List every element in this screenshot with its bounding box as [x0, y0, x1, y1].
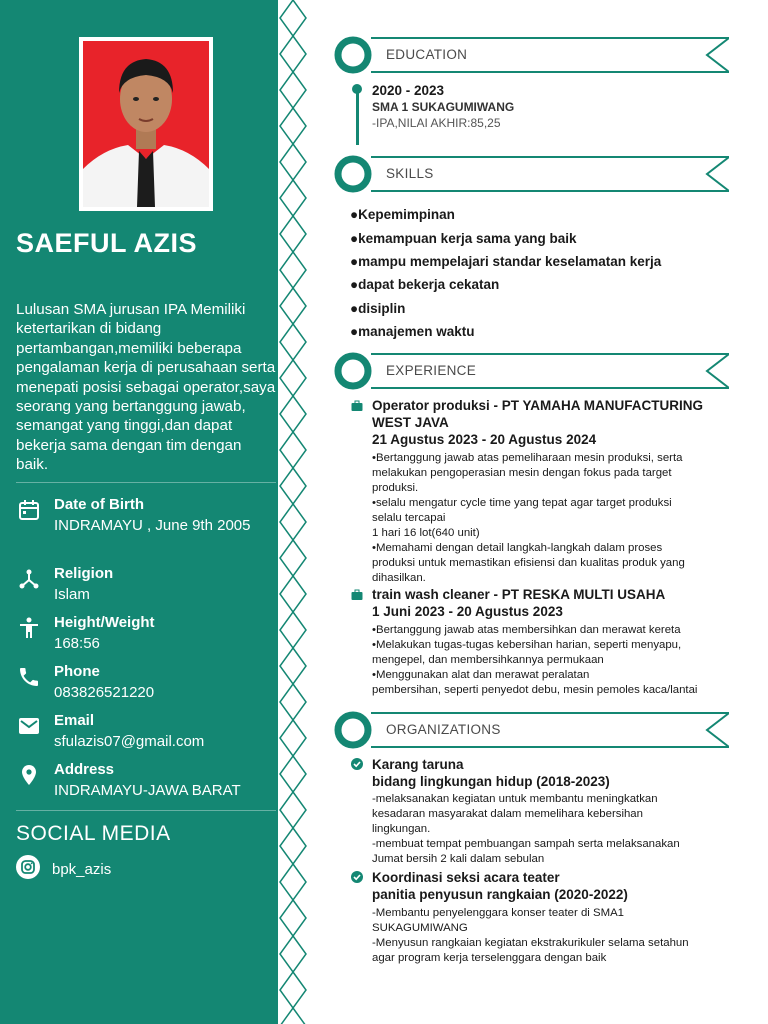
check-circle-icon — [351, 758, 363, 770]
info-religion — [16, 565, 276, 605]
job-detail-line: selalu tercapai — [372, 512, 446, 524]
job-detail-line: •selalu mengatur cycle time yang tepat agar target produksi — [372, 497, 672, 509]
organization-detail-line: -melaksanakan kegiatan untuk membantu meningkatkan — [372, 793, 658, 805]
diamond-shape — [280, 792, 306, 828]
mail-icon — [16, 714, 42, 738]
diamond-shape — [280, 144, 306, 180]
diamond-shape — [280, 540, 306, 576]
skill-item: ●dapat bekerja cekatan — [350, 277, 500, 292]
diamond-shape — [280, 108, 306, 144]
hub-icon — [16, 567, 42, 591]
organization-detail-line: -Membantu penyelenggara konser teater di SMA1 — [372, 907, 625, 919]
diamond-shape — [280, 324, 306, 360]
diamond-shape — [280, 1008, 306, 1024]
diamond-shape — [280, 900, 306, 936]
skill-item: ●kemampuan kerja sama yang baik — [350, 231, 577, 246]
diamond-shape — [280, 252, 306, 288]
info-date-of-birth — [16, 496, 276, 556]
job-detail-line: •Menggunakan alat dan merawat peralatan — [372, 669, 590, 681]
organization-detail-line: lingkungan. — [372, 823, 431, 835]
job-title: Operator produksi - PT YAMAHA MANUFACTURING — [372, 398, 704, 413]
phone-label: Phone — [54, 663, 100, 680]
info-address — [16, 761, 276, 801]
diamond-shape — [280, 468, 306, 504]
religion-label: Religion — [54, 565, 114, 582]
section-header-experience — [333, 351, 729, 391]
diamond-shape — [280, 864, 306, 900]
organization-detail-line: SUKAGUMIWANG — [372, 922, 468, 934]
experience-heading: EXPERIENCE — [386, 363, 477, 378]
job-detail-line: produksi. — [372, 482, 419, 494]
dob-label: Date of Birth — [54, 496, 144, 513]
info-email — [16, 712, 276, 752]
job-dates: 1 Juni 2023 - 20 Agustus 2023 — [372, 604, 563, 619]
diamond-shape — [280, 180, 306, 216]
job-detail-line: •Bertanggung jawab atas membersihkan dan merawat kereta — [372, 624, 681, 636]
location-pin-icon — [16, 763, 42, 787]
diamond-shape — [280, 396, 306, 432]
height-weight-label: Height/Weight — [54, 614, 155, 631]
diamond-shape — [280, 936, 306, 972]
diamond-shape — [280, 432, 306, 468]
organization-role: panitia penyusun rangkaian (2020-2022) — [372, 887, 628, 902]
diamond-shape — [280, 72, 306, 108]
diamond-shape — [280, 288, 306, 324]
email-value: sfulazis07@gmail.com — [54, 733, 205, 750]
sidebar — [0, 0, 278, 1024]
organization-detail-line: Jumat bersih 2 kali dalam sebulan — [372, 853, 545, 865]
organizations-heading: ORGANIZATIONS — [386, 722, 501, 737]
section-header-skills — [333, 154, 729, 194]
skills-heading: SKILLS — [386, 166, 434, 181]
job-detail-line: 1 hari 16 lot(640 unit) — [372, 527, 480, 539]
organization-name: Karang taruna — [372, 757, 464, 772]
education-detail: -IPA,NILAI AKHIR:85,25 — [372, 116, 501, 130]
education-years: 2020 - 2023 — [372, 83, 445, 98]
person-name: SAEFUL AZIS — [16, 228, 198, 258]
diamond-shape — [280, 216, 306, 252]
organization-detail-line: agar program kerja terselenggara dengan baik — [372, 952, 607, 964]
job-detail-line: pembersihan, seperti penyedot debu, mesin pemoles kaca/lantai — [372, 684, 698, 696]
info-phone — [16, 663, 276, 703]
organization-detail-line: -Menyusun rangkaian kegiatan ekstrakurikuler selama setahun — [372, 937, 689, 949]
instagram-icon — [16, 855, 40, 879]
profile-summary: Lulusan SMA jurusan IPA Memiliki ketertarikan di bidang pertambangan,memiliki beberapa pengalaman kerja di perusahaan serta menepati posisi sebagai operator,saya seorang yang bertanggung jawab, semangat yang tinggi,dan dapat bekerja sama dengan tim dengan baik. — [16, 301, 276, 474]
email-label: Email — [54, 712, 95, 729]
job-detail-line: •Bertanggung jawab atas pemeliharaan mesin produksi, serta — [372, 452, 683, 464]
address-label: Address — [54, 761, 115, 778]
job-title-continued: WEST JAVA — [372, 415, 449, 430]
job-detail-line: •Memahami dengan detail langkah-langkah dalam proses — [372, 542, 663, 554]
dob-value: INDRAMAYU , June 9th 2005 — [54, 517, 251, 534]
diamond-shape — [280, 828, 306, 864]
organization-name: Koordinasi seksi acara teater — [372, 870, 560, 885]
section-header-education — [333, 35, 729, 75]
briefcase-icon — [351, 589, 363, 601]
calendar-icon — [16, 498, 42, 522]
skill-item: ●manajemen waktu — [350, 324, 475, 339]
diamond-shape — [280, 612, 306, 648]
phone-icon — [16, 665, 42, 689]
info-height-weight — [16, 614, 276, 654]
skill-item: ●mampu mempelajari standar keselamatan kerja — [350, 254, 662, 269]
religion-value: Islam — [54, 586, 90, 603]
diamond-shape — [280, 756, 306, 792]
diamond-shape — [280, 576, 306, 612]
organization-detail-line: -membuat tempat pembuangan sampah serta melaksanakan — [372, 838, 680, 850]
diamond-shape — [280, 684, 306, 720]
diamond-border-decoration — [278, 0, 308, 1024]
briefcase-icon — [351, 400, 363, 412]
diamond-shape — [280, 0, 306, 36]
job-detail-line: dihasilkan. — [372, 572, 426, 584]
profile-photo-image — [83, 41, 209, 207]
divider — [16, 810, 276, 811]
check-circle-icon — [351, 871, 363, 883]
skill-item: ●disiplin — [350, 301, 406, 316]
organization-role: bidang lingkungan hidup (2018-2023) — [372, 774, 610, 789]
social-media-title: SOCIAL MEDIA — [16, 822, 171, 845]
diamond-shape — [280, 504, 306, 540]
phone-value: 083826521220 — [54, 684, 155, 701]
profile-photo — [79, 37, 213, 211]
organization-detail-line: kesadaran masyarakat dalam memelihara kebersihan — [372, 808, 643, 820]
job-dates: 21 Agustus 2023 - 20 Agustus 2024 — [372, 432, 597, 447]
job-detail-line: •Melakukan tugas-tugas kebersihan harian, seperti menyapu, — [372, 639, 682, 651]
diamond-shape — [280, 36, 306, 72]
job-detail-line: produksi untuk memastikan efisiensi dan kualitas produk yang — [372, 557, 685, 569]
section-header-organizations — [333, 710, 729, 750]
job-detail-line: mengepel, dan membersihkannya permukaan — [372, 654, 604, 666]
divider — [16, 482, 276, 483]
education-heading: EDUCATION — [386, 47, 468, 62]
timeline-line — [356, 88, 359, 145]
timeline-dot — [352, 84, 362, 94]
diamond-shape — [280, 720, 306, 756]
skill-item: ●Kepemimpinan — [350, 207, 455, 222]
instagram-handle: bpk_azis — [52, 861, 112, 878]
diamond-shape — [280, 648, 306, 684]
height-weight-value: 168:56 — [54, 635, 100, 652]
address-value: INDRAMAYU-JAWA BARAT — [54, 782, 241, 799]
job-title: train wash cleaner - PT RESKA MULTI USAHA — [372, 587, 666, 602]
person-accessibility-icon — [16, 616, 42, 640]
education-school: SMA 1 SUKAGUMIWANG — [372, 100, 515, 114]
diamond-shape — [280, 360, 306, 396]
job-detail-line: melakukan pengoperasian mesin dengan fokus pada target — [372, 467, 672, 479]
diamond-shape — [280, 972, 306, 1008]
